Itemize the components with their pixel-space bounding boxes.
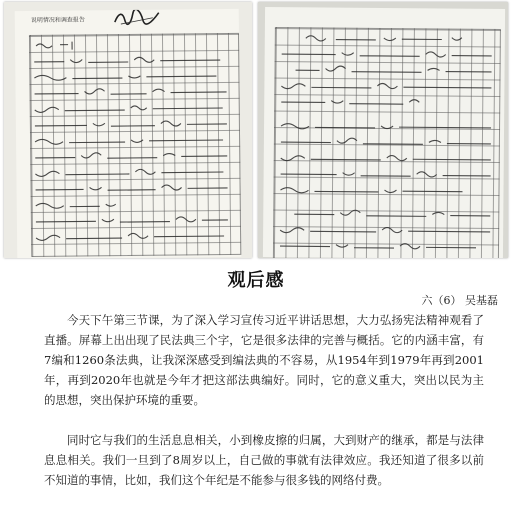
article-title: 观后感 bbox=[227, 270, 285, 291]
article-paragraph-1: 今天下午第三节课，为了深入学习宣传习近平讲话思想，大力弘扬宪法精神观看了直播。屏幕上出出现了民法典三个字，它是很多法律的完善与概括。它的内涵丰富，有7编和1260条法典，让我深深感受到编法典的不容易，从1954年到1979年再到2001年，再到2020年也就是今年才把这部法典编好。同时，它的意义重大，突出以民为主的思想，突出保护环境的重要。 bbox=[44, 313, 484, 407]
handwritten-sheet-photo-1 bbox=[4, 2, 252, 258]
writing-grid bbox=[273, 27, 501, 258]
signature-stamp-icon bbox=[113, 10, 161, 27]
handwriting-strokes bbox=[30, 34, 240, 256]
article-author: 六（6） 吴基磊 bbox=[421, 294, 498, 307]
sheet-header: 说明情况和调查报告 bbox=[30, 16, 85, 25]
article-paragraph-2: 同时它与我们的生活息息相关，小到橡皮擦的归属，大到财产的继承，都是与法律息息相关。我们一旦到了8周岁以上，自己做的事就有法律效应。我还知道了很多以前不知道的事情，比如，我们这个年纪是不能参与很多钱的网络付费。 bbox=[44, 433, 484, 487]
paper-sheet bbox=[263, 7, 505, 258]
writing-grid bbox=[29, 33, 241, 257]
handwriting-strokes bbox=[274, 28, 500, 258]
paper-sheet bbox=[15, 9, 242, 258]
typed-article bbox=[0, 262, 512, 512]
handwritten-sheet-photo-2 bbox=[258, 2, 508, 258]
